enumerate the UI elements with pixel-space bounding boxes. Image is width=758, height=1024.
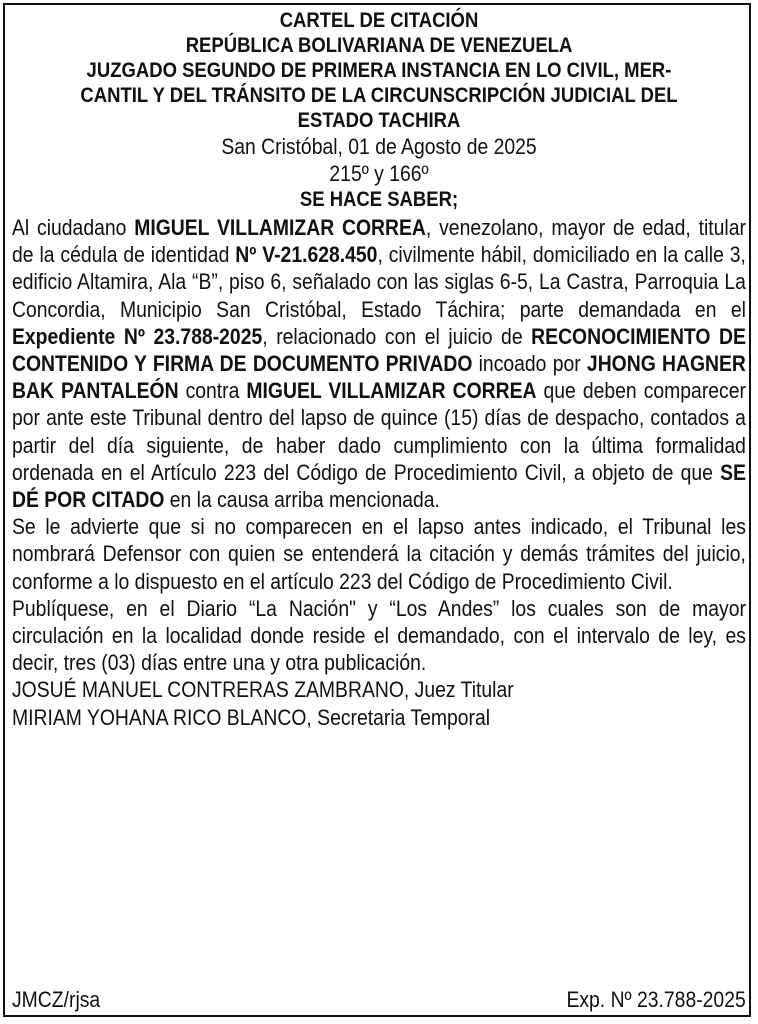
text-segment: Al ciudadano bbox=[12, 215, 135, 240]
se-hace-saber: SE HACE SABER; bbox=[299, 187, 459, 211]
warning-paragraph: Se le advierte que si no comparecen en el lapso antes indicado, el Tribunal les nombrará Defensor con quien se entenderá la citación y demás trámites del juicio, conforme a lo dispuesto en el artículo 223 del Código de Procedimiento Civil. bbox=[12, 514, 746, 594]
summons-paragraph bbox=[12, 214, 746, 513]
file-number: Expediente Nº 23.788-2025 bbox=[12, 323, 263, 349]
notice-title: CARTEL DE CITACIÓN bbox=[279, 8, 479, 32]
initials: JMCZ/rjsa bbox=[12, 987, 101, 1012]
signatures bbox=[12, 676, 746, 730]
case-type: RECONOCIMIENTO DE CONTENIDO Y FIRMA DE DOCUMENTO PRIVADO bbox=[12, 323, 746, 377]
text-segment: en la causa arriba mencionada. bbox=[164, 487, 440, 513]
text-segment: contra bbox=[178, 378, 247, 404]
notice-footer bbox=[12, 986, 746, 1013]
cited-phrase: SE DÉ POR CITADO bbox=[12, 459, 746, 513]
text-segment: que deben comparecer por ante este Tribunal dentro del lapso de quince (15) días de despacho, contados a partir del día siguiente, de haber dado cumplimiento con la última formalidad ordenada en el Artículo 223 del Código de Procedimiento Civil, a objeto de que bbox=[12, 378, 746, 485]
notice-body bbox=[12, 214, 746, 676]
republic-name: REPÚBLICA BOLIVARIANA DE VENEZUELA bbox=[185, 33, 573, 57]
text-segment: , civilmente hábil, domiciliado en la calle 3, edificio Altamira, Ala “B”, piso 6, señalado con las siglas 6-5, La Castra, Parroquia La Concordia, Municipio San Cristóbal, Estado Táchira; parte demandada en el bbox=[12, 242, 746, 322]
text-segment: , venezolano, mayor de edad, titular de la cédula de identidad bbox=[12, 215, 746, 268]
defendant-name: MIGUEL VILLAMIZAR CORREA bbox=[134, 215, 426, 240]
file-reference: Exp. Nº 23.788-2025 bbox=[566, 987, 746, 1012]
place-and-date: San Cristóbal, 01 de Agosto de 2025 bbox=[221, 134, 537, 159]
court-name-line-3: ESTADO TACHIRA bbox=[297, 108, 461, 132]
notice-heading bbox=[63, 187, 694, 212]
text-segment: incoado por bbox=[472, 351, 587, 377]
notice-header bbox=[63, 8, 694, 133]
defendant-name-repeat: MIGUEL VILLAMIZAR CORREA bbox=[246, 378, 537, 404]
independence-years: 215º y 166º bbox=[329, 161, 429, 186]
id-number: Nº V-21.628.450 bbox=[235, 242, 378, 268]
plaintiff-name: JHONG HAGNER BAK PANTALEÓN bbox=[12, 351, 746, 404]
court-name-line-2: CANTIL Y DEL TRÁNSITO DE LA CIRCUNSCRIPCIÓN JUDICIAL DEL bbox=[80, 83, 678, 107]
publication-paragraph: Publíquese, en el Diario “La Nación" y “Los Andes” los cuales son de mayor circulación en la localidad donde reside el demandado, con el intervalo de ley, es decir, tres (03) días entre una y otra publicación. bbox=[12, 595, 746, 676]
judge-signature: JOSUÉ MANUEL CONTRERAS ZAMBRANO, Juez Titular bbox=[12, 677, 514, 703]
text-segment: , relacionado con el juicio de bbox=[262, 323, 532, 349]
court-name-line-1: JUZGADO SEGUNDO DE PRIMERA INSTANCIA EN LO CIVIL, MER- bbox=[86, 58, 672, 82]
citation-notice bbox=[12, 8, 746, 731]
secretary-signature: MIRIAM YOHANA RICO BLANCO, Secretaria Temporal bbox=[12, 704, 491, 730]
